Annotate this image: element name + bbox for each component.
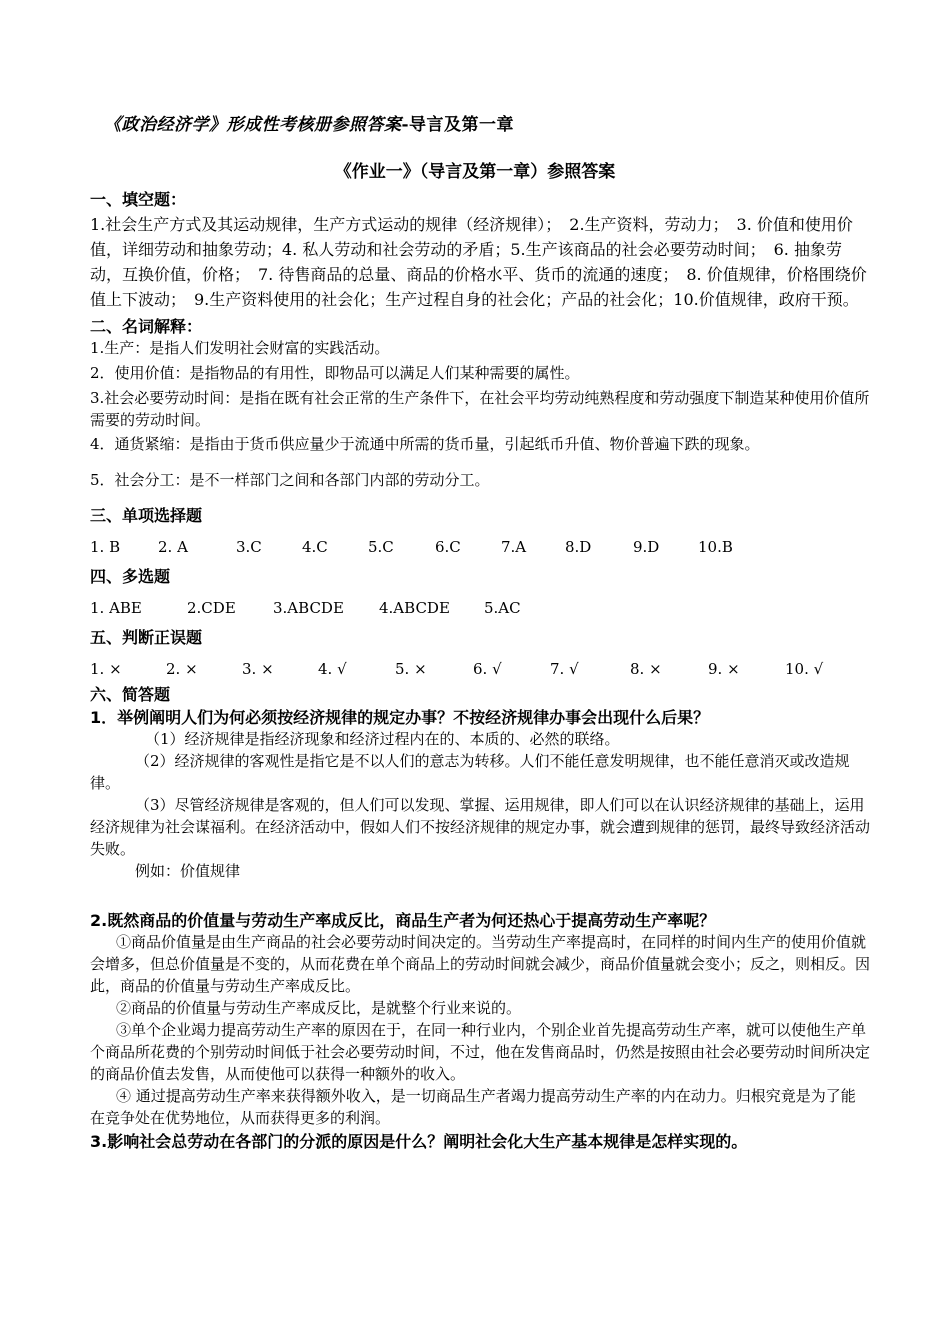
answer-item: 10.B bbox=[698, 538, 733, 556]
section-heading-true-false: 五、判断正误题 bbox=[90, 628, 203, 647]
assignment-title: 《作业一》（导言及第一章）参照答案 bbox=[334, 162, 616, 182]
answer-item: 1. × bbox=[90, 660, 122, 678]
answer-item: 7.A bbox=[501, 538, 527, 556]
document-title-main: 《政治经济学》形成性考核册参照答案 bbox=[104, 115, 402, 135]
section-heading-short-answer: 六、简答题 bbox=[90, 685, 171, 704]
answer-item: 2. A bbox=[158, 538, 188, 556]
answer-item: 9.D bbox=[633, 538, 660, 556]
question-1-answer: （1）经济规律是指经济现象和经济过程内在的、本质的、必然的联络。 bbox=[145, 730, 620, 748]
question-2-answer: ②商品的价值量与劳动生产率成反比，是就整个行业来说的。 bbox=[116, 999, 522, 1017]
answer-item: 1. ABE bbox=[90, 599, 142, 617]
document-title-suffix: -导言及第一章 bbox=[401, 115, 515, 135]
term-item: 2．使用价值：是指物品的有用性，即物品可以满足人们某种需要的属性。 bbox=[90, 364, 580, 382]
answer-item: 3.C bbox=[236, 538, 262, 556]
section-heading-terms: 二、名词解释： bbox=[90, 317, 203, 336]
term-item: 3.社会必要劳动时间：是指在既有社会正常的生产条件下，在社会平均劳动纯熟程度和劳动强度下制造某种使用价值所需要的劳动时间。 bbox=[90, 389, 870, 429]
multi-choice-answers bbox=[90, 599, 870, 617]
term-item: 5．社会分工：是不一样部门之间和各部门内部的劳动分工。 bbox=[90, 471, 490, 489]
answer-item: 5. × bbox=[395, 660, 427, 678]
question-2-heading: 2.既然商品的价值量与劳动生产率成反比，商品生产者为何还热心于提高劳动生产率呢？ bbox=[90, 911, 716, 930]
answer-item: 7. √ bbox=[550, 660, 579, 678]
answer-item: 3. × bbox=[242, 660, 274, 678]
fill-in-answers: 1.社会生产方式及其运动规律，生产方式运动的规律（经济规律）； 2.生产资料，劳动力； 3. 价值和使用价值，详细劳动和抽象劳动；4. 私人劳动和社会劳动的矛盾；5.生产该商品的社会必要劳动时间； 6. 抽象劳动，互换价值，价格； 7. 待售商品的总量、商品的价格水平、货币的流通的速度； 8. 价值规律，价格围绕价值上下波动； 9.生产资料使用的社会化；生产过程自身的社会化；产品的社会化；10.价值规律，政府干预。 bbox=[90, 215, 867, 309]
question-2-answer: ①商品价值量是由生产商品的社会必要劳动时间决定的。当劳动生产率提高时，在同样的时间内生产的使用价值就会增多，但总价值量是不变的，从而花费在单个商品上的劳动时间就会减少，商品价值量就会变小；反之，则相反。因此，商品的价值量与劳动生产率成反比。 bbox=[90, 933, 871, 995]
answer-item: 4.C bbox=[302, 538, 328, 556]
question-2-answer: ④ 通过提高劳动生产率来获得额外收入，是一切商品生产者竭力提高劳动生产率的内在动力。归根究竟是为了能在竞争处在优势地位，从而获得更多的利润。 bbox=[90, 1087, 856, 1127]
question-1-answer: （3）尽管经济规律是客观的，但人们可以发现、掌握、运用规律，即人们可以在认识经济规律的基础上，运用经济规律为社会谋福利。在经济活动中，假如人们不按经济规律的规定办事，就会遭到规律的惩罚，最终导致经济活动失败。 bbox=[90, 796, 871, 858]
answer-item: 6.C bbox=[435, 538, 461, 556]
question-1-heading: 1．举例阐明人们为何必须按经济规律的规定办事？不按经济规律办事会出现什么后果？ bbox=[90, 708, 710, 727]
section-heading-multi-choice: 四、多选题 bbox=[90, 567, 171, 586]
answer-item: 10. √ bbox=[785, 660, 824, 678]
answer-item: 2. × bbox=[166, 660, 198, 678]
answer-item: 5.C bbox=[368, 538, 394, 556]
term-item: 4．通货紧缩：是指由于货币供应量少于流通中所需的货币量，引起纸币升值、物价普遍下跌的现象。 bbox=[90, 435, 760, 453]
answer-item: 6. √ bbox=[473, 660, 502, 678]
true-false-answers bbox=[90, 660, 870, 678]
answer-item: 3.ABCDE bbox=[273, 599, 344, 617]
answer-item: 8. × bbox=[630, 660, 662, 678]
answer-item: 1. B bbox=[90, 538, 121, 556]
question-3-heading: 3.影响社会总劳动在各部门的分派的原因是什么？阐明社会化大生产基本规律是怎样实现的。 bbox=[90, 1132, 748, 1151]
question-2-answer: ③单个企业竭力提高劳动生产率的原因在于，在同一种行业内，个别企业首先提高劳动生产率，就可以使他生产单个商品所花费的个别劳动时间低于社会必要劳动时间，不过，他在发售商品时，仍然是按照由社会必要劳动时间所决定的商品价值去发售，从而使他可以获得一种额外的收入。 bbox=[90, 1021, 871, 1083]
answer-item: 8.D bbox=[565, 538, 592, 556]
answer-item: 5.AC bbox=[484, 599, 521, 617]
single-choice-answers bbox=[90, 538, 870, 556]
question-1-answer: 例如：价值规律 bbox=[135, 862, 241, 880]
answer-item: 2.CDE bbox=[187, 599, 236, 617]
document-body bbox=[90, 187, 870, 1152]
term-item: 1.生产：是指人们发明社会财富的实践活动。 bbox=[90, 339, 390, 357]
answer-item: 4. √ bbox=[318, 660, 347, 678]
section-heading-fill-in: 一、填空题： bbox=[90, 190, 187, 209]
document-title bbox=[104, 110, 514, 135]
section-heading-single-choice: 三、单项选择题 bbox=[90, 506, 203, 525]
answer-item: 4.ABCDE bbox=[379, 599, 450, 617]
question-1-answer: （2）经济规律的客观性是指它是不以人们的意志为转移。人们不能任意发明规律，也不能任意消灭或改造规律。 bbox=[90, 752, 850, 792]
answer-item: 9. × bbox=[708, 660, 740, 678]
